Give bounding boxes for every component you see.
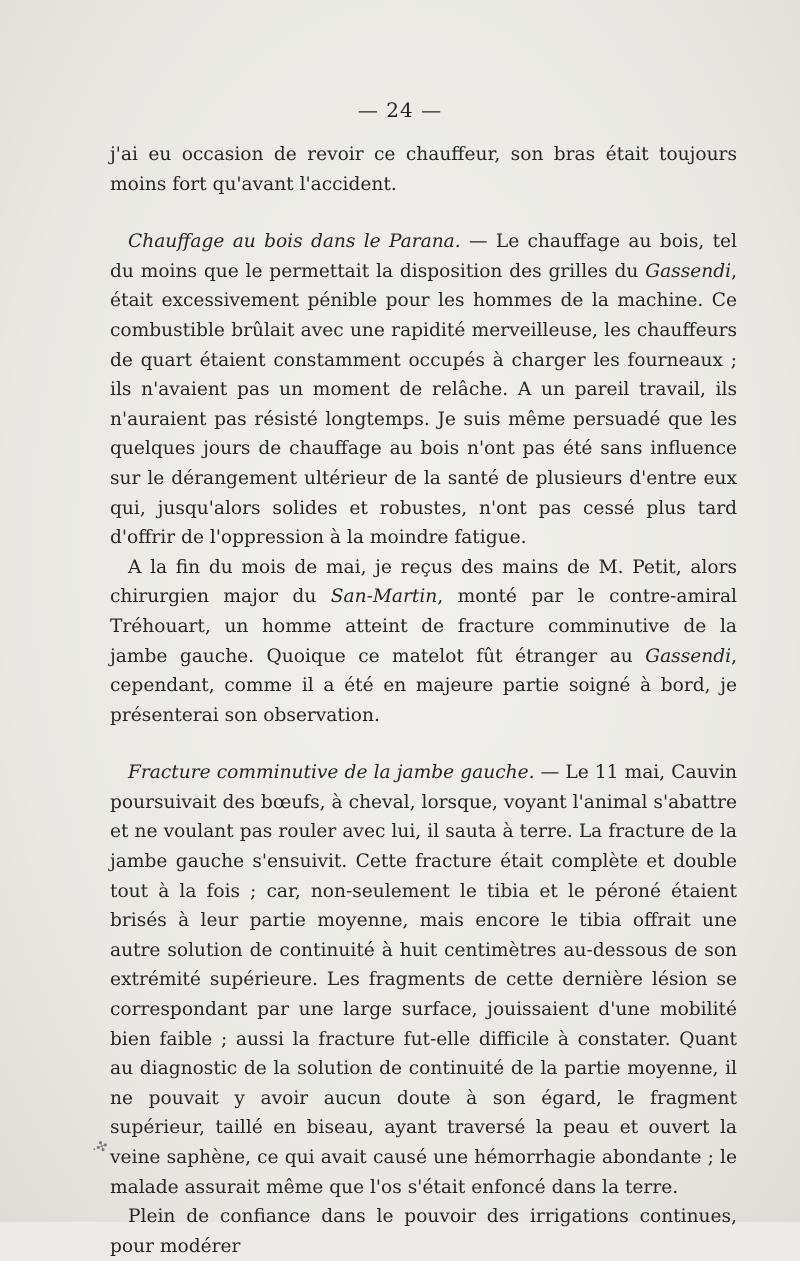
text-run: , cependant, comme il a été en majeure partie soigné à bord, je présenterai son observation.	[110, 645, 737, 726]
ship-name: San-Martin	[330, 586, 438, 608]
paragraph	[110, 553, 737, 731]
paragraph	[110, 140, 737, 199]
text-run: A la fin du mois de mai, je reçus des mains de M. Petit, alors chirurgien major du	[110, 556, 737, 608]
text-run: j'ai eu occasion de revoir ce chauffeur, son bras était toujours moins fort qu'avant l'accident.	[110, 144, 737, 195]
ship-name: Gassendi	[645, 260, 732, 282]
ink-smudge: ·✣	[89, 1137, 111, 1159]
section-heading: Fracture comminutive de la jambe gauche.	[128, 762, 535, 784]
page-number: — 24 —	[357, 98, 443, 122]
paragraph	[110, 1202, 737, 1261]
text-run: Plein de confiance dans le pouvoir des irrigations continues, pour modérer	[110, 1206, 737, 1257]
body-text	[110, 140, 737, 1261]
text-run: , monté par le contre-amiral Tréhouart, un homme atteint de fracture comminutive de la jambe gauche. Quoique ce matelot fût étranger au	[110, 586, 737, 667]
text-run: — Le 11 mai, Cauvin poursuivait des bœufs, à cheval, lorsque, voyant l'animal s'abattre et ne voulant pas rouler avec lui, il sauta à terre. La fracture de la jambe gauche s'ensuivit. Cette fracture était complète et double tout à la fois ; car, non-seulement le tibia et le péroné étaient brisés à leur partie moyenne, mais encore le tibia offrait une autre solution de continuité à huit centimètres au-dessous de son extrémité supérieure. Les fragments de cette dernière lésion se correspondant par une large surface, jouissaient d'une mobilité bien faible ; aussi la fracture fut-elle difficile à constater. Quant au diagnostic de la solution de continuité de la partie moyenne, il ne pouvait y avoir aucun doute à son égard, le fragment supérieur, taillé en biseau, ayant traversé la peau et ouvert la veine saphène, ce qui avait causé une hémorrhagie abondante ; le malade assurait même que l'os s'était enfoncé dans la terre.	[110, 762, 737, 1198]
paragraph	[110, 227, 737, 553]
ship-name: Gassendi	[645, 645, 732, 667]
text-run: — Le chauffage au bois, tel du moins que le permettait la disposition des grilles du	[110, 231, 737, 282]
section-heading: Chauffage au bois dans le Parana.	[128, 231, 461, 253]
text-run: , était excessivement pénible pour les hommes de la machine. Ce combustible brûlait avec une rapidité merveilleuse, les chauffeurs de quart étaient constamment occupés à charger les fourneaux ; ils n'avaient pas un moment de relâche. A un pareil travail, ils n'auraient pas résisté longtemps. Je suis même persuadé que les quelques jours de chauffage au bois n'ont pas été sans influence sur le dérangement ultérieur de la santé de plusieurs d'entre eux qui, jusqu'alors solides et robustes, n'ont pas cessé plus tard d'offrir de l'oppression à la moindre fatigue.	[110, 260, 737, 549]
paragraph	[110, 758, 737, 1202]
